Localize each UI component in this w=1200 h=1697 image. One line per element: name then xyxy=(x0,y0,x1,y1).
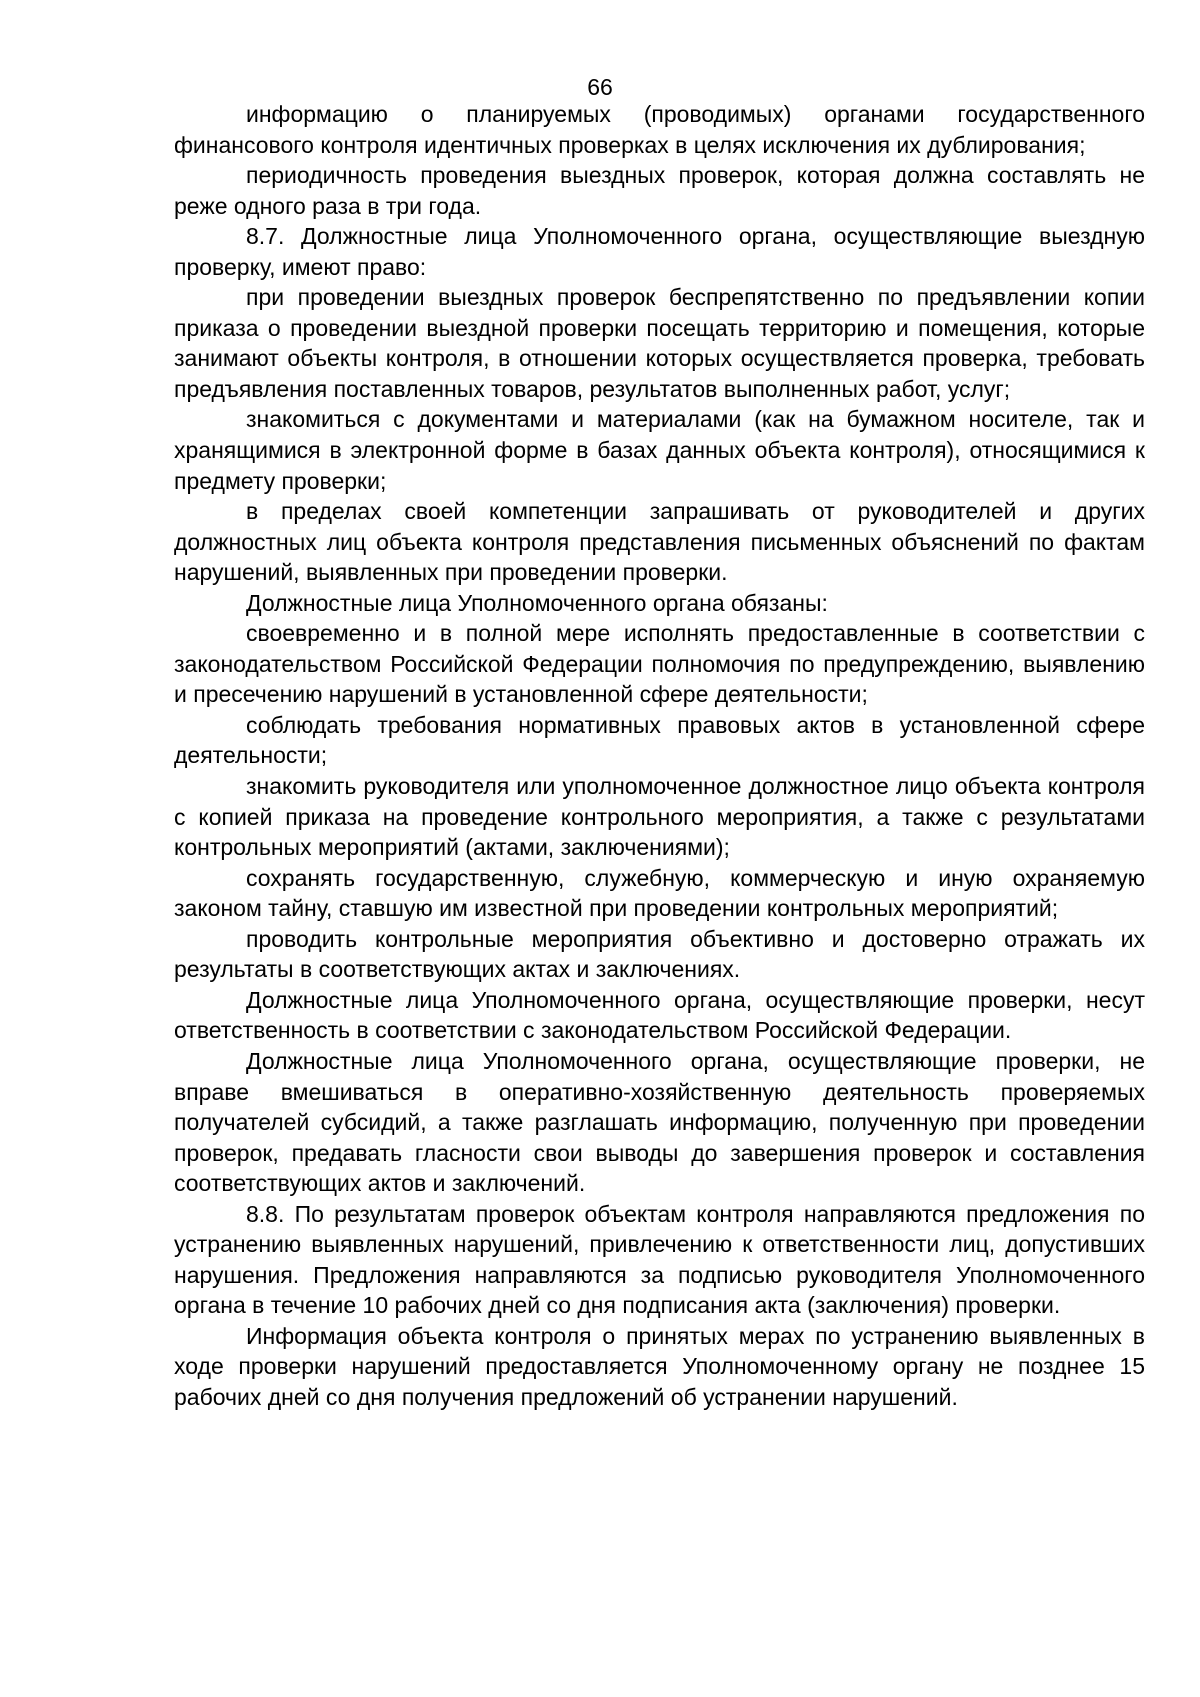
paragraph: 8.8. По результатам проверок объектам контроля направляются предложения по устранению выявленных нарушений, привлечению к ответственности лиц, допустивших нарушения. Предложения направляются за подписью руководителя Уполномоченного органа в течение 10 рабочих дней со дня подписания акта (заключения) проверки. xyxy=(174,1200,1145,1319)
paragraph: Информация объекта контроля о принятых мерах по устранению выявленных в ходе проверки нарушений предоставляется Уполномоченному органу не позднее 15 рабочих дней со дня получения предложений об устранении нарушений. xyxy=(174,1322,1145,1410)
paragraph: Должностные лица Уполномоченного органа, осуществляющие проверки, несут ответственность в соответствии с законодательством Российской Федерации. xyxy=(174,986,1145,1044)
paragraph: информацию о планируемых (проводимых) органами государственного финансового контроля идентичных проверках в целях исключения их дублирования; xyxy=(174,101,1145,158)
paragraph: периодичность проведения выездных проверок, которая должна составлять не реже одного раза в три года. xyxy=(174,162,1145,219)
paragraph: при проведении выездных проверок беспрепятственно по предъявлении копии приказа о проведении выездной проверки посещать территорию и помещения, которые занимают объекты контроля, в отношении которых осуществляется проверка, требовать предъявления поставленных товаров, результатов выполненных работ, услуг; xyxy=(174,284,1145,402)
paragraph: соблюдать требования нормативных правовых актов в установленной сфере деятельности; xyxy=(174,711,1145,769)
paragraph: в пределах своей компетенции запрашивать от руководителей и других должностных лиц объекта контроля представления письменных объяснений по фактам нарушений, выявленных при проведении проверки. xyxy=(174,498,1145,586)
paragraph: 8.7. Должностные лица Уполномоченного органа, осуществляющие выездную проверку, имеют право: xyxy=(174,223,1145,280)
paragraph: Должностные лица Уполномоченного органа обязаны: xyxy=(246,589,828,616)
paragraph: знакомить руководителя или уполномоченное должностное лицо объекта контроля с копией приказа на проведение контрольного мероприятия, а также с результатами контрольных мероприятий (актами, заключениями); xyxy=(174,773,1145,861)
document-body xyxy=(174,99,1145,1413)
paragraph: сохранять государственную, служебную, коммерческую и иную охраняемую законом тайну, ставшую им известной при проведении контрольных мероприятий; xyxy=(174,864,1145,922)
paragraph: знакомиться с документами и материалами (как на бумажном носителе, так и хранящимися в электронной форме в базах данных объекта контроля), относящимися к предмету проверки; xyxy=(174,406,1145,494)
paragraph: проводить контрольные мероприятия объективно и достоверно отражать их результаты в соответствующих актах и заключениях. xyxy=(174,925,1145,983)
paragraph: своевременно и в полной мере исполнять предоставленные в соответствии с законодательством Российской Федерации полномочия по предупреждению, выявлению и пресечению нарушений в установленной сфере деятельности; xyxy=(174,620,1145,708)
page-number: 66 xyxy=(587,74,613,100)
paragraph: Должностные лица Уполномоченного органа, осуществляющие проверки, не вправе вмешиваться в оперативно-хозяйственную деятельность проверяемых получателей субсидий, а также разглашать информацию, полученную при проведении проверок, предавать гласности свои выводы до завершения проверок и составления соответствующих актов и заключений. xyxy=(174,1047,1145,1197)
